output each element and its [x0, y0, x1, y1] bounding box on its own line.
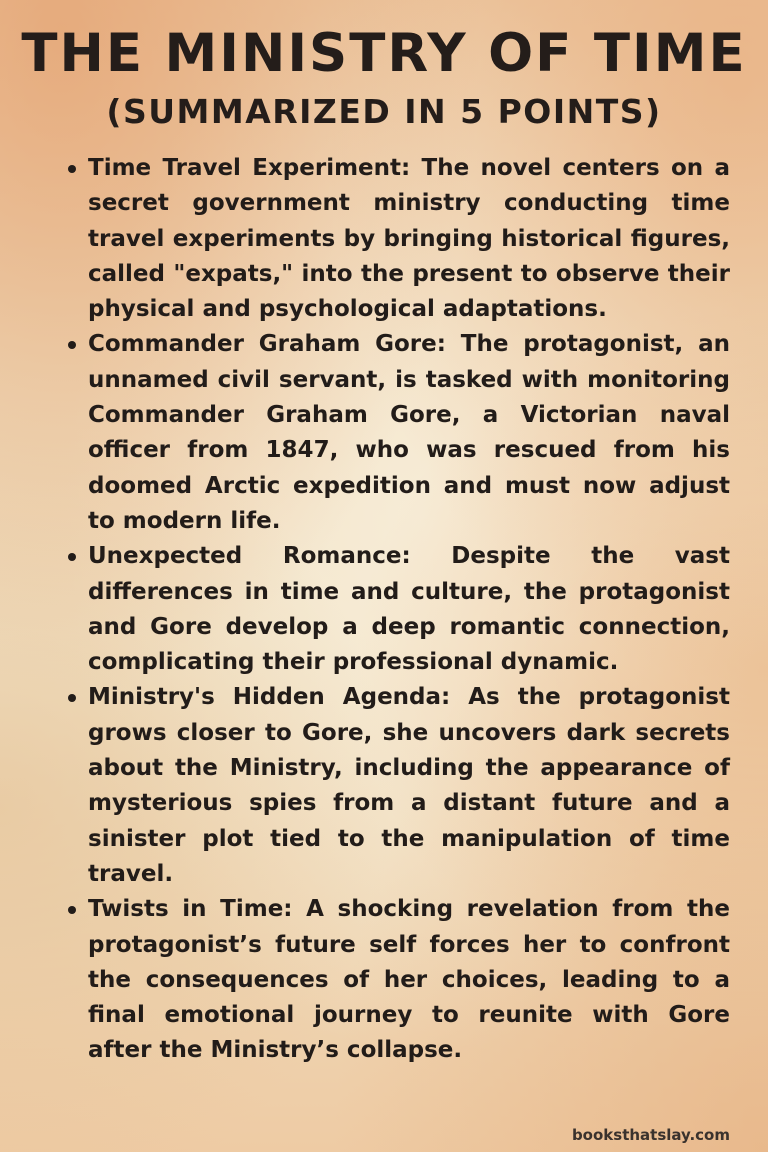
- bullet-icon: [68, 553, 76, 561]
- summary-point-text: Time Travel Experiment: The novel centers on a secret government ministry conducting time travel experiments by bringing historical figures, called "expats," into the present to observe their physical and psychological adaptations.: [88, 155, 730, 323]
- bullet-icon: [68, 165, 76, 173]
- bullet-icon: [68, 906, 76, 914]
- page-title: THE MINISTRY OF TIME: [21, 23, 747, 84]
- summary-point-text: Ministry's Hidden Agenda: As the protagonist grows closer to Gore, she uncovers dark secrets about the Ministry, including the appearance of mysterious spies from a distant future and a sinister plot tied to the manipulation of time travel.: [88, 684, 730, 887]
- site-credit: booksthatslay.com: [571, 1126, 730, 1144]
- summary-point: [88, 151, 730, 327]
- summary-point: [88, 539, 730, 680]
- bullet-icon: [68, 341, 76, 349]
- summary-point: [88, 892, 730, 1068]
- bullet-icon: [68, 694, 76, 702]
- page-subtitle: (SUMMARIZED IN 5 POINTS): [106, 92, 662, 131]
- summary-point: [88, 327, 730, 539]
- summary-point-text: Unexpected Romance: Despite the vast differences in time and culture, the protagonist and Gore develop a deep romantic connection, complicating their professional dynamic.: [88, 543, 730, 676]
- summary-point-text: Twists in Time: A shocking revelation from the protagonist’s future self forces her to confront the consequences of her choices, leading to a final emotional journey to reunite with Gore after the Ministry’s collapse.: [88, 896, 730, 1064]
- summary-point: [88, 680, 730, 892]
- summary-list: [88, 151, 730, 1069]
- summary-point-text: Commander Graham Gore: The protagonist, an unnamed civil servant, is tasked with monitoring Commander Graham Gore, a Victorian naval officer from 1847, who was rescued from his doomed Arctic expedition and must now adjust to modern life.: [88, 331, 730, 534]
